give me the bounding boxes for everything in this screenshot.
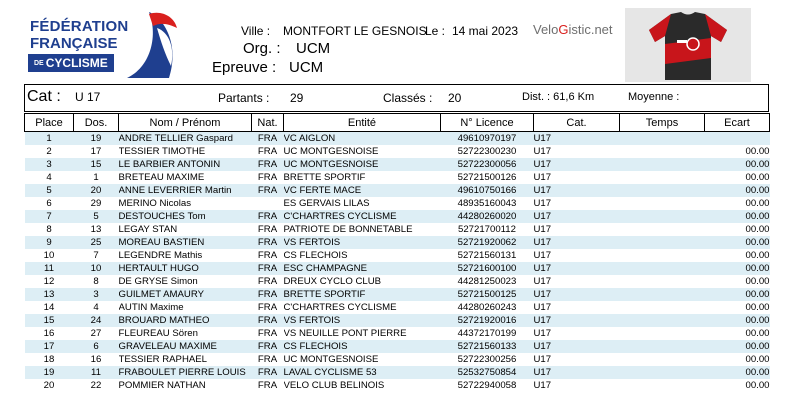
table-row (25, 236, 770, 249)
place-cell: 5 (25, 184, 74, 197)
nationality-cell: FRA (257, 302, 278, 313)
licence-cell: 52721920016 (441, 314, 534, 327)
logo-line-2: FRANÇAISE (30, 35, 118, 52)
category-cell: U17 (533, 380, 552, 391)
time-cell (620, 132, 705, 146)
table-row (25, 197, 770, 210)
category-cell: U17 (534, 236, 620, 249)
classes-label: Classés : (383, 91, 433, 105)
table-row (25, 210, 770, 223)
nationality-cell: FRA (257, 250, 278, 261)
category-cell: U17 (534, 314, 620, 327)
category-cell: U17 (533, 354, 552, 365)
dossard-cell: 6 (74, 340, 119, 353)
header-place: Place (25, 114, 74, 132)
dossard-cell: 22 (90, 380, 102, 391)
date-label: Le : (425, 24, 446, 38)
gap-cell: 00.00 (745, 276, 770, 287)
rider-name-cell: TESSIER RAPHAEL (118, 354, 208, 365)
time-cell (620, 197, 705, 210)
category-cell: U17 (534, 158, 620, 171)
licence-cell: 52722300056 (441, 158, 534, 171)
licence-cell: 49610750166 (441, 184, 534, 197)
rider-name-cell: HERTAULT HUGO (119, 262, 252, 275)
gap-cell: 00.00 (745, 224, 770, 235)
dossard-cell: 16 (90, 354, 102, 365)
rider-name-cell: BROUARD MATHEO (119, 314, 252, 327)
place-cell: 6 (46, 198, 52, 209)
time-cell (620, 236, 705, 249)
brand-part-1: Velo (533, 22, 559, 37)
nationality-cell: FRA (257, 354, 278, 365)
rider-name-cell: AUTIN Maxime (118, 302, 184, 313)
cyclist-swoosh-icon (119, 8, 194, 82)
logo-line-1: FÉDÉRATION (30, 18, 129, 35)
dossard-cell: 7 (93, 250, 99, 261)
licence-cell: 52721560131 (457, 250, 517, 261)
entity-cell: VS FERTOIS (284, 236, 441, 249)
place-cell: 2 (46, 146, 52, 157)
time-cell (620, 184, 705, 197)
time-cell (620, 327, 705, 340)
entity-cell: LAVAL CYCLISME 53 (284, 366, 441, 379)
entity-cell: ES GERVAIS LILAS (283, 198, 370, 209)
category-cell: U17 (534, 132, 620, 146)
header-entity: Entité (284, 114, 441, 132)
rider-name-cell: BRETEAU MAXIME (118, 172, 205, 183)
table-row (25, 171, 770, 184)
time-cell (620, 353, 705, 366)
nationality-cell: FRA (257, 172, 278, 183)
place-cell: 10 (43, 250, 55, 261)
licence-cell: 52721920062 (441, 236, 534, 249)
header-dossard: Dos. (74, 114, 119, 132)
licence-cell: 44372170199 (457, 328, 517, 339)
category-cell: U17 (533, 328, 552, 339)
category-cell: U17 (534, 340, 620, 353)
header-nat: Nat. (252, 114, 284, 132)
time-cell (620, 145, 705, 158)
category-cell: U17 (534, 366, 620, 379)
time-cell (620, 171, 705, 184)
time-cell (620, 340, 705, 353)
nationality-cell: FRA (252, 132, 284, 146)
gap-cell: 00.00 (745, 146, 770, 157)
nationality-cell: FRA (252, 262, 284, 275)
ville-value: MONTFORT LE GESNOIS (283, 24, 427, 38)
entity-cell: BRETTE SPORTIF (284, 288, 441, 301)
licence-cell: 52722300256 (457, 354, 517, 365)
rider-name-cell: MERINO Nicolas (118, 198, 191, 209)
rider-name-cell: LEGAY STAN (118, 224, 178, 235)
place-cell: 8 (46, 224, 52, 235)
dossard-cell: 25 (74, 236, 119, 249)
licence-cell: 52722940058 (457, 380, 517, 391)
gap-cell: 00.00 (745, 250, 770, 261)
place-cell: 7 (25, 210, 74, 223)
nationality-cell: FRA (252, 314, 284, 327)
ville-label: Ville : (241, 24, 271, 38)
entity-cell: PATRIOTE DE BONNETABLE (283, 224, 413, 235)
rider-name-cell: DESTOUCHES Tom (119, 210, 252, 223)
rider-name-cell: ANNE LEVERRIER Martin (119, 184, 252, 197)
entity-cell: VELO CLUB BELINOIS (283, 380, 385, 391)
org-label: Org. : (243, 40, 281, 57)
table-row (25, 340, 770, 353)
time-cell (620, 223, 705, 236)
category-value: U 17 (75, 90, 101, 104)
table-row (25, 353, 770, 366)
brand-part-2: G (558, 22, 569, 37)
category-cell: U17 (533, 172, 552, 183)
time-cell (620, 275, 705, 288)
dossard-cell: 15 (74, 158, 119, 171)
entity-cell: UC MONTGESNOISE (283, 146, 379, 157)
entity-cell: ESC CHAMPAGNE (284, 262, 441, 275)
time-cell (620, 301, 705, 314)
time-cell (620, 366, 705, 379)
gap-cell: 00.00 (705, 262, 770, 275)
jersey-image (625, 8, 751, 82)
nationality-cell: FRA (257, 380, 278, 391)
place-cell: 19 (25, 366, 74, 379)
time-cell (620, 288, 705, 301)
licence-cell: 52721600100 (441, 262, 534, 275)
logo-badge (28, 54, 114, 72)
nationality-cell: FRA (252, 158, 284, 171)
place-cell: 3 (25, 158, 74, 171)
nationality-cell (252, 197, 284, 210)
results-body (25, 132, 770, 393)
category-cell: U17 (533, 276, 552, 287)
licence-cell: 52532750854 (441, 366, 534, 379)
table-row (25, 145, 770, 158)
category-cell: U17 (534, 262, 620, 275)
table-row (25, 327, 770, 340)
logo-badge-text: CYCLISME (45, 56, 108, 70)
time-cell (620, 210, 705, 223)
table-row (25, 288, 770, 301)
nationality-cell: FRA (252, 210, 284, 223)
place-cell: 20 (43, 380, 55, 391)
org-value: UCM (296, 40, 331, 57)
table-row (25, 275, 770, 288)
table-header-row (25, 114, 770, 132)
entity-cell: C'CHARTRES CYCLISME (284, 210, 441, 223)
place-cell: 17 (25, 340, 74, 353)
nationality-cell: FRA (252, 288, 284, 301)
table-row (25, 366, 770, 379)
dossard-cell: 3 (74, 288, 119, 301)
rider-name-cell: TESSIER TIMOTHE (118, 146, 206, 157)
place-cell: 12 (43, 276, 55, 287)
category-cell: U17 (533, 250, 552, 261)
place-cell: 15 (25, 314, 74, 327)
gap-cell: 00.00 (745, 302, 770, 313)
category-label: Cat : (27, 88, 61, 105)
table-row (25, 158, 770, 171)
table-row (25, 262, 770, 275)
header-licence: N° Licence (441, 114, 534, 132)
dossard-cell: 24 (74, 314, 119, 327)
gap-cell: 00.00 (705, 210, 770, 223)
licence-cell: 52721560133 (441, 340, 534, 353)
dossard-cell: 13 (90, 224, 102, 235)
place-cell: 13 (25, 288, 74, 301)
ffc-logo (24, 8, 194, 82)
entity-cell: VC AIGLON (284, 132, 441, 146)
table-row (25, 301, 770, 314)
gap-cell: 00.00 (705, 340, 770, 353)
rider-name-cell: GUILMET AMAURY (119, 288, 252, 301)
entity-cell: VS FERTOIS (284, 314, 441, 327)
table-row (25, 379, 770, 392)
table-row (25, 314, 770, 327)
velogistic-brand (533, 22, 613, 37)
place-cell: 16 (43, 328, 55, 339)
nationality-cell: FRA (252, 340, 284, 353)
nationality-cell: FRA (257, 276, 278, 287)
dossard-cell: 8 (93, 276, 99, 287)
dossard-cell: 10 (74, 262, 119, 275)
place-cell: 4 (46, 172, 52, 183)
time-cell (620, 262, 705, 275)
gap-cell: 00.00 (745, 328, 770, 339)
epreuve-label: Epreuve : (212, 59, 277, 76)
dossard-cell: 5 (74, 210, 119, 223)
place-cell: 14 (43, 302, 55, 313)
entity-cell: CS FLECHOIS (284, 340, 441, 353)
gap-cell: 00.00 (745, 198, 770, 209)
rider-name-cell: DE GRYSE Simon (118, 276, 198, 287)
classes-value: 20 (448, 91, 462, 105)
header-cat: Cat. (534, 114, 620, 132)
header-time: Temps (620, 114, 705, 132)
dossard-cell: 1 (93, 172, 99, 183)
entity-cell: VS NEUILLE PONT PIERRE (283, 328, 407, 339)
nationality-cell: FRA (257, 224, 278, 235)
entity-cell: UC MONTGESNOISE (284, 158, 441, 171)
gap-cell: 00.00 (745, 380, 770, 391)
gap-cell: 00.00 (745, 354, 770, 365)
distance-value: Dist. : 61,6 Km (522, 91, 595, 103)
gap-cell: 00.00 (745, 172, 770, 183)
dossard-cell: 20 (74, 184, 119, 197)
rider-name-cell: FRABOULET PIERRE LOUIS (119, 366, 252, 379)
dossard-cell: 27 (90, 328, 102, 339)
category-cell: U17 (533, 198, 552, 209)
category-cell: U17 (533, 302, 552, 313)
table-row (25, 184, 770, 197)
nationality-cell: FRA (257, 328, 278, 339)
entity-cell: BRETTE SPORTIF (283, 172, 366, 183)
nationality-cell: FRA (252, 366, 284, 379)
category-cell: U17 (534, 210, 620, 223)
gap-cell: 00.00 (705, 158, 770, 171)
time-cell (620, 158, 705, 171)
licence-cell: 52721500125 (441, 288, 534, 301)
jersey-icon (625, 8, 751, 82)
entity-cell: UC MONTGESNOISE (283, 354, 379, 365)
logo-badge-prefix: DE (34, 60, 44, 68)
place-cell: 11 (25, 262, 74, 275)
licence-cell: 44281250023 (457, 276, 517, 287)
licence-cell: 44280260020 (441, 210, 534, 223)
place-cell: 18 (43, 354, 55, 365)
licence-cell: 49610970197 (441, 132, 534, 146)
table-row (25, 223, 770, 236)
gap-cell: 00.00 (705, 314, 770, 327)
dossard-cell: 4 (93, 302, 99, 313)
gap-cell: 00.00 (705, 288, 770, 301)
time-cell (620, 379, 705, 392)
header-gap: Ecart (705, 114, 770, 132)
nationality-cell: FRA (252, 236, 284, 249)
gap-cell (705, 132, 770, 146)
table-row (25, 249, 770, 262)
header-name: Nom / Prénom (119, 114, 252, 132)
category-cell: U17 (533, 224, 552, 235)
licence-cell: 52722300230 (457, 146, 517, 157)
rider-name-cell: LE BARBIER ANTONIN (119, 158, 252, 171)
rider-name-cell: POMMIER NATHAN (118, 380, 206, 391)
dossard-cell: 19 (74, 132, 119, 146)
partants-value: 29 (290, 91, 304, 105)
dossard-cell: 17 (90, 146, 102, 157)
gap-cell: 00.00 (705, 236, 770, 249)
table-row (25, 132, 770, 146)
results-table (24, 113, 770, 392)
nationality-cell: FRA (257, 146, 278, 157)
rider-name-cell: MOREAU BASTIEN (119, 236, 252, 249)
dossard-cell: 11 (74, 366, 119, 379)
moyenne-label: Moyenne : (628, 91, 680, 103)
entity-cell: VC FERTE MACE (284, 184, 441, 197)
rider-name-cell: GRAVELEAU MAXIME (119, 340, 252, 353)
licence-cell: 48935160043 (457, 198, 517, 209)
place-cell: 9 (25, 236, 74, 249)
rider-name-cell: FLEUREAU Sören (118, 328, 198, 339)
entity-cell: DREUX CYCLO CLUB (283, 276, 382, 287)
place-cell: 1 (25, 132, 74, 146)
partants-label: Partants : (218, 91, 270, 105)
gap-cell: 00.00 (705, 366, 770, 379)
category-cell: U17 (534, 184, 620, 197)
gap-cell: 00.00 (705, 184, 770, 197)
epreuve-value: UCM (289, 59, 324, 76)
rider-name-cell: LEGENDRE Mathis (118, 250, 203, 261)
category-cell: U17 (533, 146, 552, 157)
licence-cell: 44280260243 (457, 302, 517, 313)
time-cell (620, 314, 705, 327)
brand-part-3: istic.net (568, 22, 613, 37)
category-cell: U17 (534, 288, 620, 301)
time-cell (620, 249, 705, 262)
nationality-cell: FRA (252, 184, 284, 197)
rider-name-cell: ANDRE TELLIER Gaspard (119, 132, 252, 146)
licence-cell: 52721700112 (458, 224, 516, 235)
date-value: 14 mai 2023 (452, 24, 519, 38)
entity-cell: CS FLECHOIS (283, 250, 348, 261)
licence-cell: 52721500126 (457, 172, 517, 183)
dossard-cell: 29 (90, 198, 102, 209)
entity-cell: C'CHARTRES CYCLISME (283, 302, 397, 313)
category-bar (24, 84, 769, 112)
